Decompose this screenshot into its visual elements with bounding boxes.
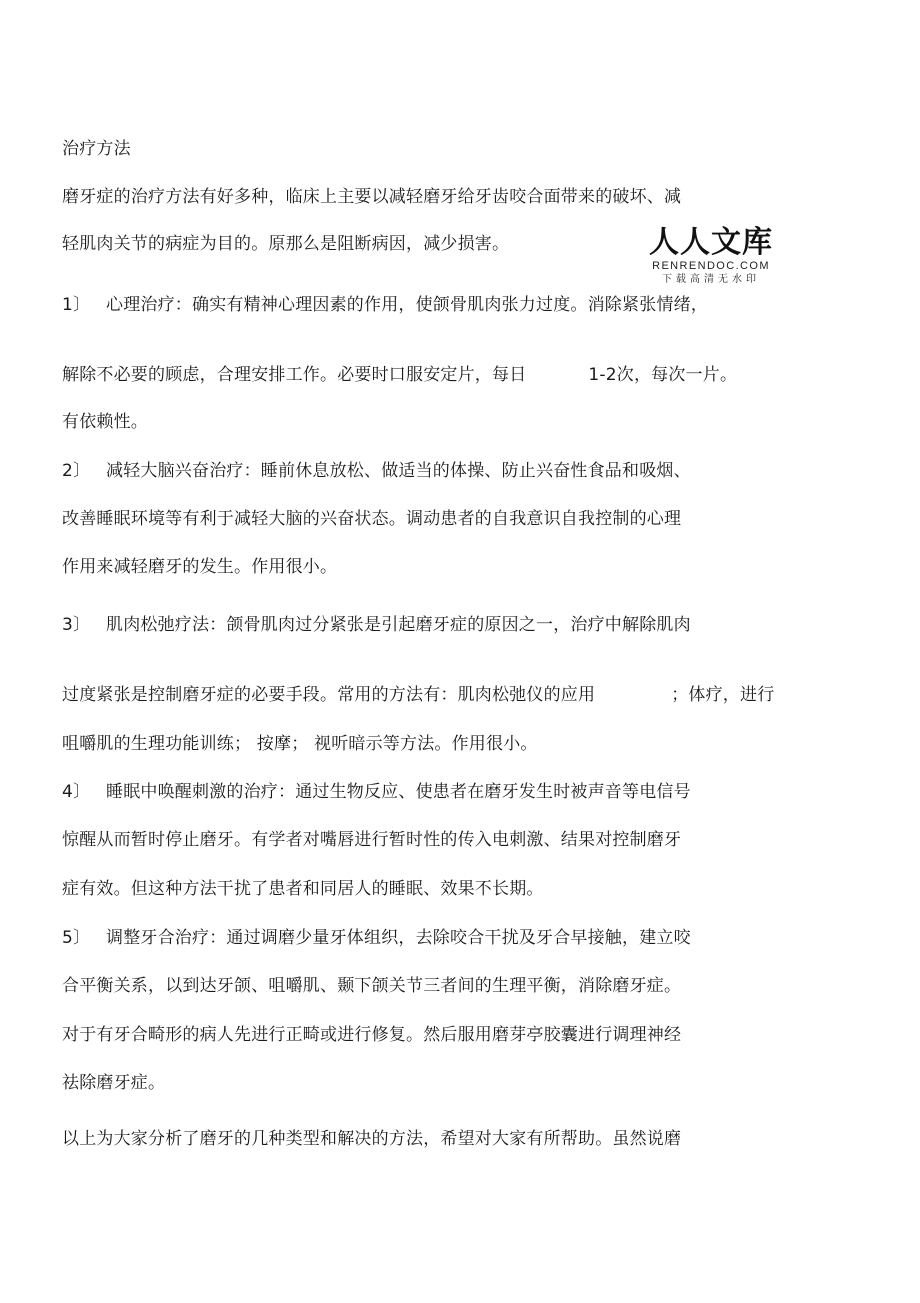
item-text: 心理治疗：确实有精神心理因素的作用，使颌骨肌肉张力过度。消除紧张情绪， bbox=[106, 295, 708, 315]
item-text: ；体疗，进行 bbox=[671, 685, 775, 705]
item-3-line: 咀嚼肌的生理功能训练； 按摩； 视听暗示等方法。作用很小。 bbox=[62, 734, 538, 754]
item-text: 过度紧张是控制磨牙症的必要手段。常用的方法有：肌肉松弛仪的应用 bbox=[62, 685, 596, 705]
item-text: 解除不必要的顾虑，合理安排工作。必要时口服安定片，每日 bbox=[62, 365, 527, 385]
watermark-brand: 人人文库 bbox=[649, 225, 773, 260]
item-text: 睡眠中唤醒刺激的治疗：通过生物反应、使患者在磨牙发生时被声音等电信号 bbox=[106, 782, 691, 802]
watermark-url: RENRENDOC.COM bbox=[652, 260, 770, 272]
item-3-line bbox=[62, 614, 691, 636]
item-text: 调整牙合治疗：通过调磨少量牙体组织，去除咬合干扰及牙合早接触，建立咬 bbox=[106, 928, 691, 948]
item-4-line: 症有效。但这种方法干扰了患者和同居人的睡眠、效果不长期。 bbox=[62, 879, 544, 899]
intro-line: 轻肌肉关节的病症为目的。原那么是阻断病因，减少损害。 bbox=[62, 234, 510, 254]
item-4-line bbox=[62, 781, 691, 803]
item-text: 1-2次，每次一片。 bbox=[588, 365, 738, 385]
item-1-line: 有依赖性。 bbox=[62, 412, 148, 432]
item-text: 肌肉松弛疗法：颌骨肌肉过分紧张是引起磨牙症的原因之一，治疗中解除肌肉 bbox=[106, 615, 691, 635]
closing-paragraph: 以上为大家分析了磨牙的几种类型和解决的方法，希望对大家有所帮助。虽然说磨 bbox=[62, 1129, 682, 1149]
item-number: 5〕 bbox=[62, 928, 91, 948]
item-text: 减轻大脑兴奋治疗：睡前休息放松、做适当的体操、防止兴奋性食品和吸烟、 bbox=[106, 461, 691, 481]
item-5-line: 对于有牙合畸形的病人先进行正畸或进行修复。然后服用磨芽亭胶囊进行调理神经 bbox=[62, 1025, 682, 1045]
item-2-line bbox=[62, 460, 691, 482]
renrendoc-watermark-logo bbox=[646, 226, 776, 286]
item-1-line bbox=[62, 294, 708, 316]
item-4-line: 惊醒从而暂时停止磨牙。有学者对嘴唇进行暂时性的传入电刺激、结果对控制磨牙 bbox=[62, 830, 682, 850]
item-number: 1〕 bbox=[62, 295, 91, 315]
item-number: 2〕 bbox=[62, 461, 91, 481]
item-3-line bbox=[62, 684, 774, 706]
item-5-line: 祛除磨牙症。 bbox=[62, 1073, 166, 1093]
item-5-line: 合平衡关系，以到达牙颌、咀嚼肌、颞下颌关节三者间的生理平衡，消除磨牙症。 bbox=[62, 976, 682, 996]
section-title: 治疗方法 bbox=[62, 139, 131, 159]
item-2-line: 改善睡眠环境等有利于减轻大脑的兴奋状态。调动患者的自我意识自我控制的心理 bbox=[62, 509, 682, 529]
item-5-line bbox=[62, 927, 691, 949]
watermark-tagline: 下载高清无水印 bbox=[662, 274, 760, 285]
item-number: 3〕 bbox=[62, 615, 91, 635]
item-number: 4〕 bbox=[62, 782, 91, 802]
item-2-line: 作用来减轻磨牙的发生。作用很小。 bbox=[62, 557, 338, 577]
intro-line: 磨牙症的治疗方法有好多种，临床上主要以减轻磨牙给牙齿咬合面带来的破坏、减 bbox=[62, 187, 682, 207]
item-1-line bbox=[62, 364, 737, 386]
